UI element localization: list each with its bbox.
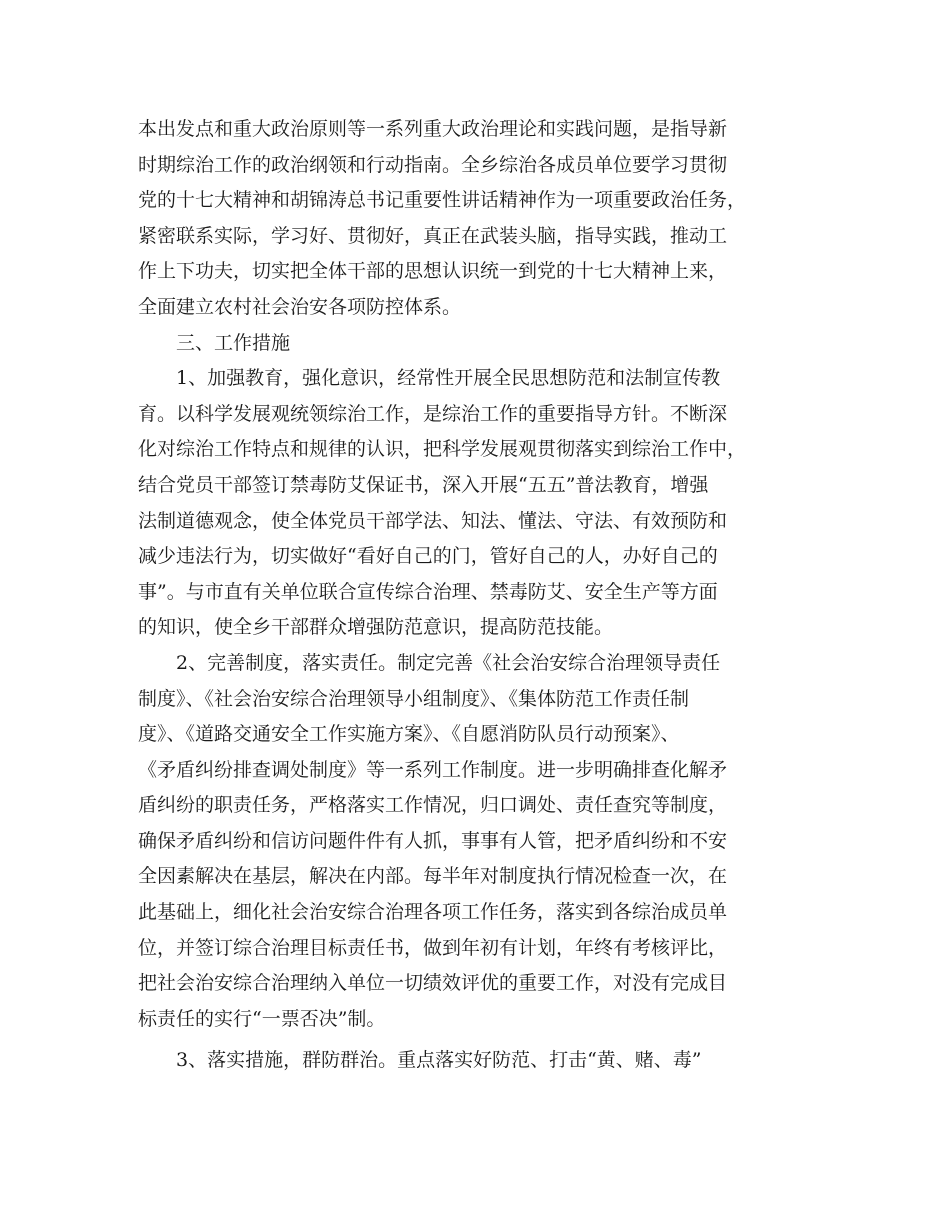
text-line: 事”。与市直有关单位联合宣传综合治理、禁毒防艾、安全生产等方面 (138, 580, 718, 603)
text-line: 减少违法行为，切实做好“看好自己的门，管好自己的人，办好自己的 (138, 545, 718, 568)
section-heading: 三、工作措施 (176, 331, 291, 354)
text-line: 本出发点和重大政治原则等一系列重大政治理论和实践问题，是指导新 (138, 118, 728, 140)
text-line: 《矛盾纠纷排查调处制度》等一系列工作制度。进一步明确排查化解矛 (138, 758, 728, 781)
text-line: 化对综治工作特点和规律的认识，把科学发展观贯彻落实到综治工作中， (138, 438, 747, 461)
text-line: 确保矛盾纠纷和信访问题件件有人抓，事事有人管，把矛盾纠纷和不安 (138, 829, 728, 852)
document-body (138, 112, 838, 1079)
text-line: 的知识，使全乡干部群众增强防范意识，提高防范技能。 (138, 616, 614, 639)
text-line: 此基础上，细化社会治安综合治理各项工作任务，落实到各综治成员单 (138, 901, 728, 924)
text-line: 把社会治安综合治理纳入单位一切绩效评优的重要工作，对没有完成目 (138, 972, 728, 995)
text-line: 全因素解决在基层，解决在内部。每半年对制度执行情况检查一次，在 (138, 865, 728, 888)
text-line: 位，并签订综合治理目标责任书，做到年初有计划，年终有考核评比， (138, 936, 728, 959)
text-line: 1、加强教育，强化意识，经常性开展全民思想防范和法制宣传教 (176, 367, 721, 390)
text-line: 标责任的实行“一票否决”制。 (138, 1007, 386, 1030)
text-line: 度》、《道路交通安全工作实施方案》、《自愿消防队员行动预案》、 (138, 723, 680, 746)
text-line: 党的十七大精神和胡锦涛总书记重要性讲话精神作为一项重要政治任务， (138, 189, 747, 212)
text-line: 3、落实措施，群防群治。重点落实好防范、打击“黄、赌、毒” (176, 1049, 702, 1072)
text-line: 法制道德观念，使全体党员干部学法、知法、懂法、守法、有效预防和 (138, 509, 728, 532)
text-line: 2、完善制度，落实责任。制定完善《社会治安综合治理领导责任 (176, 651, 721, 674)
text-line: 制度》、《社会治安综合治理领导小组制度》、《集体防范工作责任制 (138, 687, 690, 710)
text-line: 育。以科学发展观统领综治工作，是综治工作的重要指导方针。不断深 (138, 402, 728, 425)
text-line: 盾纠纷的职责任务，严格落实工作情况，归口调处、责任查究等制度， (138, 794, 728, 817)
text-line: 紧密联系实际，学习好、贯彻好，真正在武装头脑，指导实践，推动工 (138, 224, 728, 247)
text-line: 作上下功夫，切实把全体干部的思想认识统一到党的十七大精神上来， (138, 260, 728, 283)
text-line: 全面建立农村社会治安各项防控体系。 (138, 295, 462, 318)
text-line: 时期综治工作的政治纲领和行动指南。全乡综治各成员单位要学习贯彻 (138, 153, 728, 176)
text-line: 结合党员干部签订禁毒防艾保证书，深入开展“五五”普法教育，增强 (138, 473, 709, 496)
